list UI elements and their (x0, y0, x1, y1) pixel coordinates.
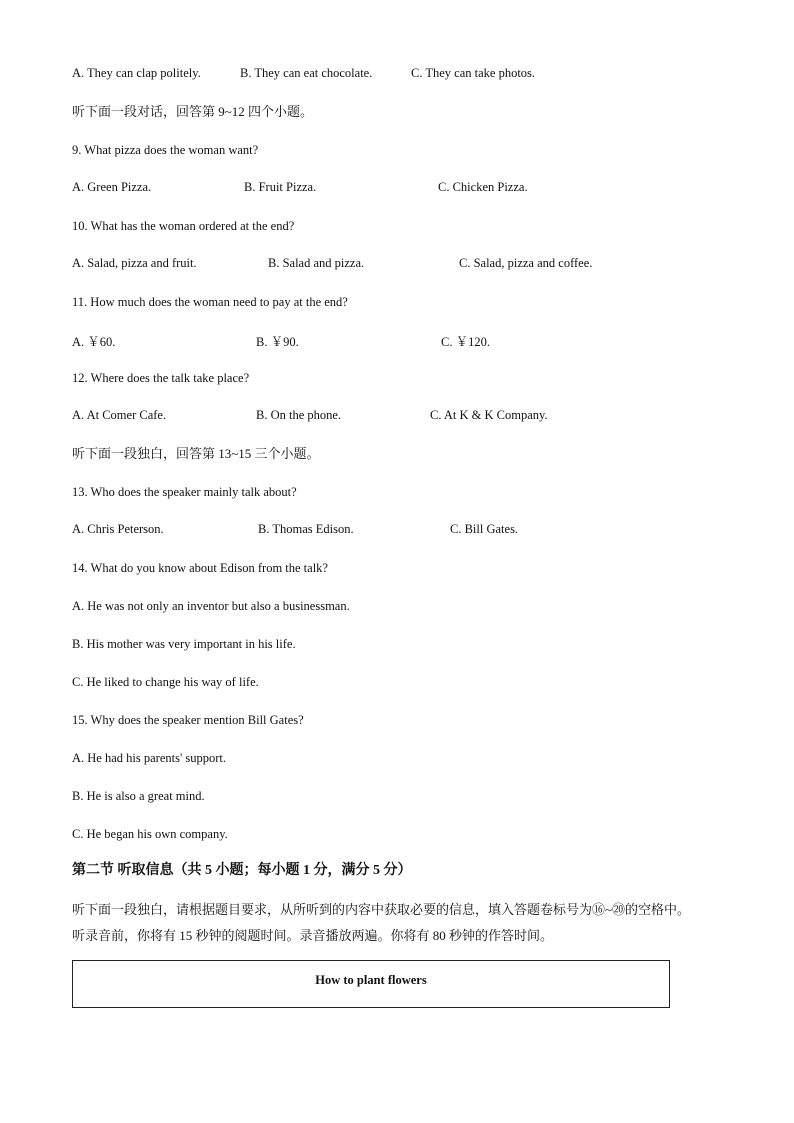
q9-option-c: C. Chicken Pizza. (438, 180, 528, 194)
q9-option-a: A. Green Pizza. (72, 180, 152, 194)
q14-option-a: A. He was not only an inventor but also a businessman. (72, 599, 350, 613)
q11-option-b: B. ￥90. (256, 335, 299, 349)
q12-option-c: C. At K & K Company. (430, 408, 548, 422)
q11-option-a: A. ￥60. (72, 335, 116, 349)
q10-stem: 10. What has the woman ordered at the end? (72, 219, 295, 233)
q13-stem: 13. Who does the speaker mainly talk about? (72, 485, 297, 499)
info-table-title: How to plant flowers (315, 973, 427, 987)
q8-option-a: A. They can clap politely. (72, 66, 201, 80)
q14-option-c: C. He liked to change his way of life. (72, 675, 259, 689)
q12-option-b: B. On the phone. (256, 408, 342, 422)
q13-option-c: C. Bill Gates. (450, 522, 519, 536)
q13-option-a: A. Chris Peterson. (72, 522, 164, 536)
section2-instruction-1: 听下面一段独白，请根据题目要求，从所听到的内容中获取必要的信息，填入答题卷标号为⑯~⑳的空格中。 (72, 902, 691, 917)
q15-option-a: A. He had his parents' support. (72, 751, 226, 765)
instruction-9-12: 听下面一段对话，回答第 9~12 四个小题。 (72, 104, 314, 119)
q10-option-b: B. Salad and pizza. (268, 256, 365, 270)
q12-stem: 12. Where does the talk take place? (72, 371, 250, 385)
q10-option-c: C. Salad, pizza and coffee. (459, 256, 593, 270)
q8-option-c: C. They can take photos. (411, 66, 536, 80)
section2-instruction-2: 听录音前，你将有 15 秒钟的阅题时间。录音播放两遍。你将有 80 秒钟的作答时间。 (72, 928, 554, 943)
q13-option-b: B. Thomas Edison. (258, 522, 354, 536)
q9-stem: 9. What pizza does the woman want? (72, 143, 259, 157)
q15-option-b: B. He is also a great mind. (72, 789, 205, 803)
q10-option-a: A. Salad, pizza and fruit. (72, 256, 197, 270)
q15-stem: 15. Why does the speaker mention Bill Gates? (72, 713, 304, 727)
q14-option-b: B. His mother was very important in his life. (72, 637, 296, 651)
q15-option-c: C. He began his own company. (72, 827, 228, 841)
q12-option-a: A. At Comer Cafe. (72, 408, 167, 422)
q11-option-c: C. ￥120. (441, 335, 490, 349)
q8-option-b: B. They can eat chocolate. (240, 66, 373, 80)
section2-title: 第二节 听取信息（共 5 小题；每小题 1 分，满分 5 分） (72, 863, 412, 878)
q9-option-b: B. Fruit Pizza. (244, 180, 317, 194)
instruction-13-15: 听下面一段独白，回答第 13~15 三个小题。 (72, 446, 320, 461)
q11-stem: 11. How much does the woman need to pay at the end? (72, 295, 348, 309)
info-table-box (72, 960, 670, 1008)
q14-stem: 14. What do you know about Edison from the talk? (72, 561, 328, 575)
